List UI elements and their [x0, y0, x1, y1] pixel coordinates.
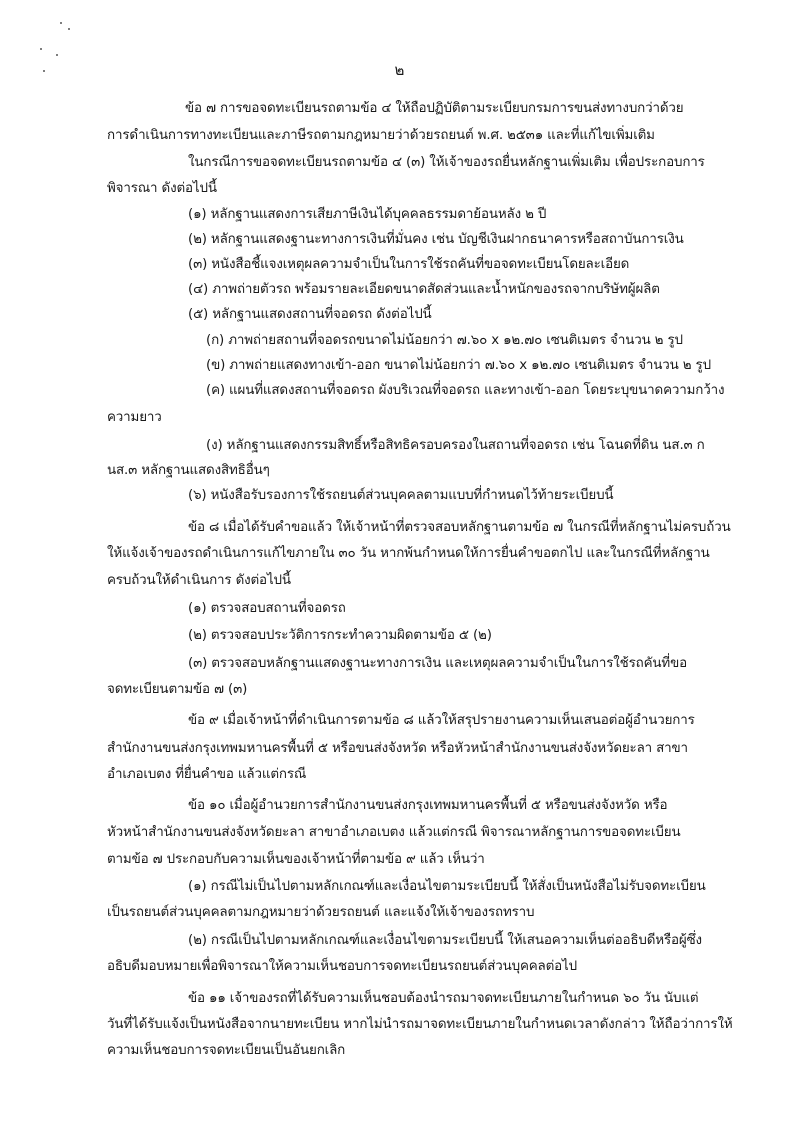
line-9: (๕) หลักฐานแสดงสถานที่จอดรถ ดังต่อไปนี้ [188, 307, 432, 322]
line-3: ในกรณีการขอจดทะเบียนรถตามข้อ ๔ (๓) ให้เจ้าของรถยื่นหลักฐานเพิ่มเติม เพื่อประกอบการ [188, 155, 705, 170]
line-27: ข้อ ๑๐ เมื่อผู้อำนวยการสำนักงานขนส่งกรุงเทพมหานครพื้นที่ ๕ หรือขนส่งจังหวัด หรือ [188, 798, 668, 813]
line-5: (๑) หลักฐานแสดงการเสียภาษีเงินได้บุคคลธรรมดาย้อนหลัง ๒ ปี [188, 207, 547, 222]
line-4: พิจารณา ดังต่อไปนี้ [107, 181, 217, 196]
line-6: (๒) หลักฐานแสดงฐานะทางการเงินที่มั่นคง เช่น บัญชีเงินฝากธนาคารหรือสถาบันการเงิน [188, 232, 684, 247]
line-1: ข้อ ๗ การขอจดทะเบียนรถตามข้อ ๔ ให้ถือปฏิบัติตามระเบียบกรมการขนส่งทางบกว่าด้วย [185, 101, 684, 116]
line-33: อธิบดีมอบหมายเพื่อพิจารณาให้ความเห็นชอบการจดทะเบียนรถยนต์ส่วนบุคคลต่อไป [107, 959, 577, 974]
line-34: ข้อ ๑๑ เจ้าของรถที่ได้รับความเห็นชอบต้องนำรถมาจดทะเบียนภายในกำหนด ๖๐ วัน นับแต่ [188, 991, 699, 1006]
line-28: หัวหน้าสำนักงานขนส่งจังหวัดยะลา สาขาอำเภอเบตง แล้วแต่กรณี พิจารณาหลักฐานการขอจดทะเบียน [107, 825, 681, 840]
line-32: (๒) กรณีเป็นไปตามหลักเกณฑ์และเงื่อนไขตามระเบียบนี้ ให้เสนอความเห็นต่ออธิบดีหรือผู้ซึ่ง [188, 933, 702, 948]
line-13: ความยาว [107, 410, 162, 425]
line-22: (๓) ตรวจสอบหลักฐานแสดงฐานะทางการเงิน และเหตุผลความจำเป็นในการใช้รถคันที่ขอ [188, 656, 687, 671]
line-26: อำเภอเบตง ที่ยื่นคำขอ แล้วแต่กรณี [107, 767, 307, 782]
line-25: สำนักงานขนส่งกรุงเทพมหานครพื้นที่ ๕ หรือขนส่งจังหวัด หรือหัวหน้าสำนักงานขนส่งจังหวัดยะลา สาขา [107, 741, 688, 756]
line-11: (ข) ภาพถ่ายแสดงทางเข้า-ออก ขนาดไม่น้อยกว่า ๗.๖๐ x ๑๒.๗๐ เซนติเมตร จำนวน ๒ รูป [206, 358, 711, 373]
line-12: (ค) แผนที่แสดงสถานที่จอดรถ ผังบริเวณที่จอดรถ และทางเข้า-ออก โดยระบุขนาดความกว้าง [206, 383, 725, 398]
line-18: ให้แจ้งเจ้าของรถดำเนินการแก้ไขภายใน ๓๐ วัน หากพ้นกำหนดให้การยื่นคำขอตกไป และในกรณีที่หลักฐาน [107, 546, 710, 561]
line-21: (๒) ตรวจสอบประวัติการกระทำความผิดตามข้อ ๕ (๒) [188, 628, 492, 643]
line-31: เป็นรถยนต์ส่วนบุคคลตามกฎหมายว่าด้วยรถยนต์ และแจ้งให้เจ้าของรถทราบ [107, 905, 535, 920]
line-7: (๓) หนังสือชี้แจงเหตุผลความจำเป็นในการใช้รถคันที่ขอจดทะเบียนโดยละเอียด [188, 257, 630, 272]
line-2: การดำเนินการทางทะเบียนและภาษีรถตามกฎหมายว่าด้วยรถยนต์ พ.ศ. ๒๕๓๑ และที่แก้ไขเพิ่มเติม [107, 128, 655, 143]
line-19: ครบถ้วนให้ดำเนินการ ดังต่อไปนี้ [107, 573, 291, 588]
line-36: ความเห็นชอบการจดทะเบียนเป็นอันยกเลิก [107, 1043, 346, 1058]
line-17: ข้อ ๘ เมื่อได้รับคำขอแล้ว ให้เจ้าหน้าที่ตรวจสอบหลักฐานตามข้อ ๗ ในกรณีที่หลักฐานไม่ครบถ้วน [188, 520, 731, 535]
line-8: (๔) ภาพถ่ายตัวรถ พร้อมรายละเอียดขนาดสัดส่วนและน้ำหนักของรถจากบริษัทผู้ผลิต [188, 282, 660, 297]
line-10: (ก) ภาพถ่ายสถานที่จอดรถขนาดไม่น้อยกว่า ๗.๖๐ x ๑๒.๗๐ เซนติเมตร จำนวน ๒ รูป [206, 333, 683, 348]
line-30: (๑) กรณีไม่เป็นไปตามหลักเกณฑ์และเงื่อนไขตามระเบียบนี้ ให้สั่งเป็นหนังสือไม่รับจดทะเบียน [188, 879, 706, 894]
line-16: (๖) หนังสือรับรองการใช้รถยนต์ส่วนบุคคลตามแบบที่กำหนดไว้ท้ายระเบียบนี้ [188, 488, 614, 503]
line-15: นส.๓ หลักฐานแสดงสิทธิอื่นๆ [107, 463, 270, 478]
line-29: ตามข้อ ๗ ประกอบกับความเห็นของเจ้าหน้าที่ตามข้อ ๙ แล้ว เห็นว่า [107, 852, 485, 867]
line-24: ข้อ ๙ เมื่อเจ้าหน้าที่ดำเนินการตามข้อ ๘ แล้วให้สรุปรายงานความเห็นเสนอต่อผู้อำนวยการ [188, 713, 695, 728]
line-20: (๑) ตรวจสอบสถานที่จอดรถ [188, 601, 346, 616]
page-number: ๒ [394, 61, 405, 79]
line-14: (ง) หลักฐานแสดงกรรมสิทธิ์หรือสิทธิครอบครองในสถานที่จอดรถ เช่น โฉนดที่ดิน นส.๓ ก [206, 438, 705, 453]
line-35: วันที่ได้รับแจ้งเป็นหนังสือจากนายทะเบียน หากไม่นำรถมาจดทะเบียนภายในกำหนดเวลาดังกล่าว ให้ถือว่าการให้ [107, 1017, 733, 1032]
line-23: จดทะเบียนตามข้อ ๗ (๓) [107, 682, 248, 697]
